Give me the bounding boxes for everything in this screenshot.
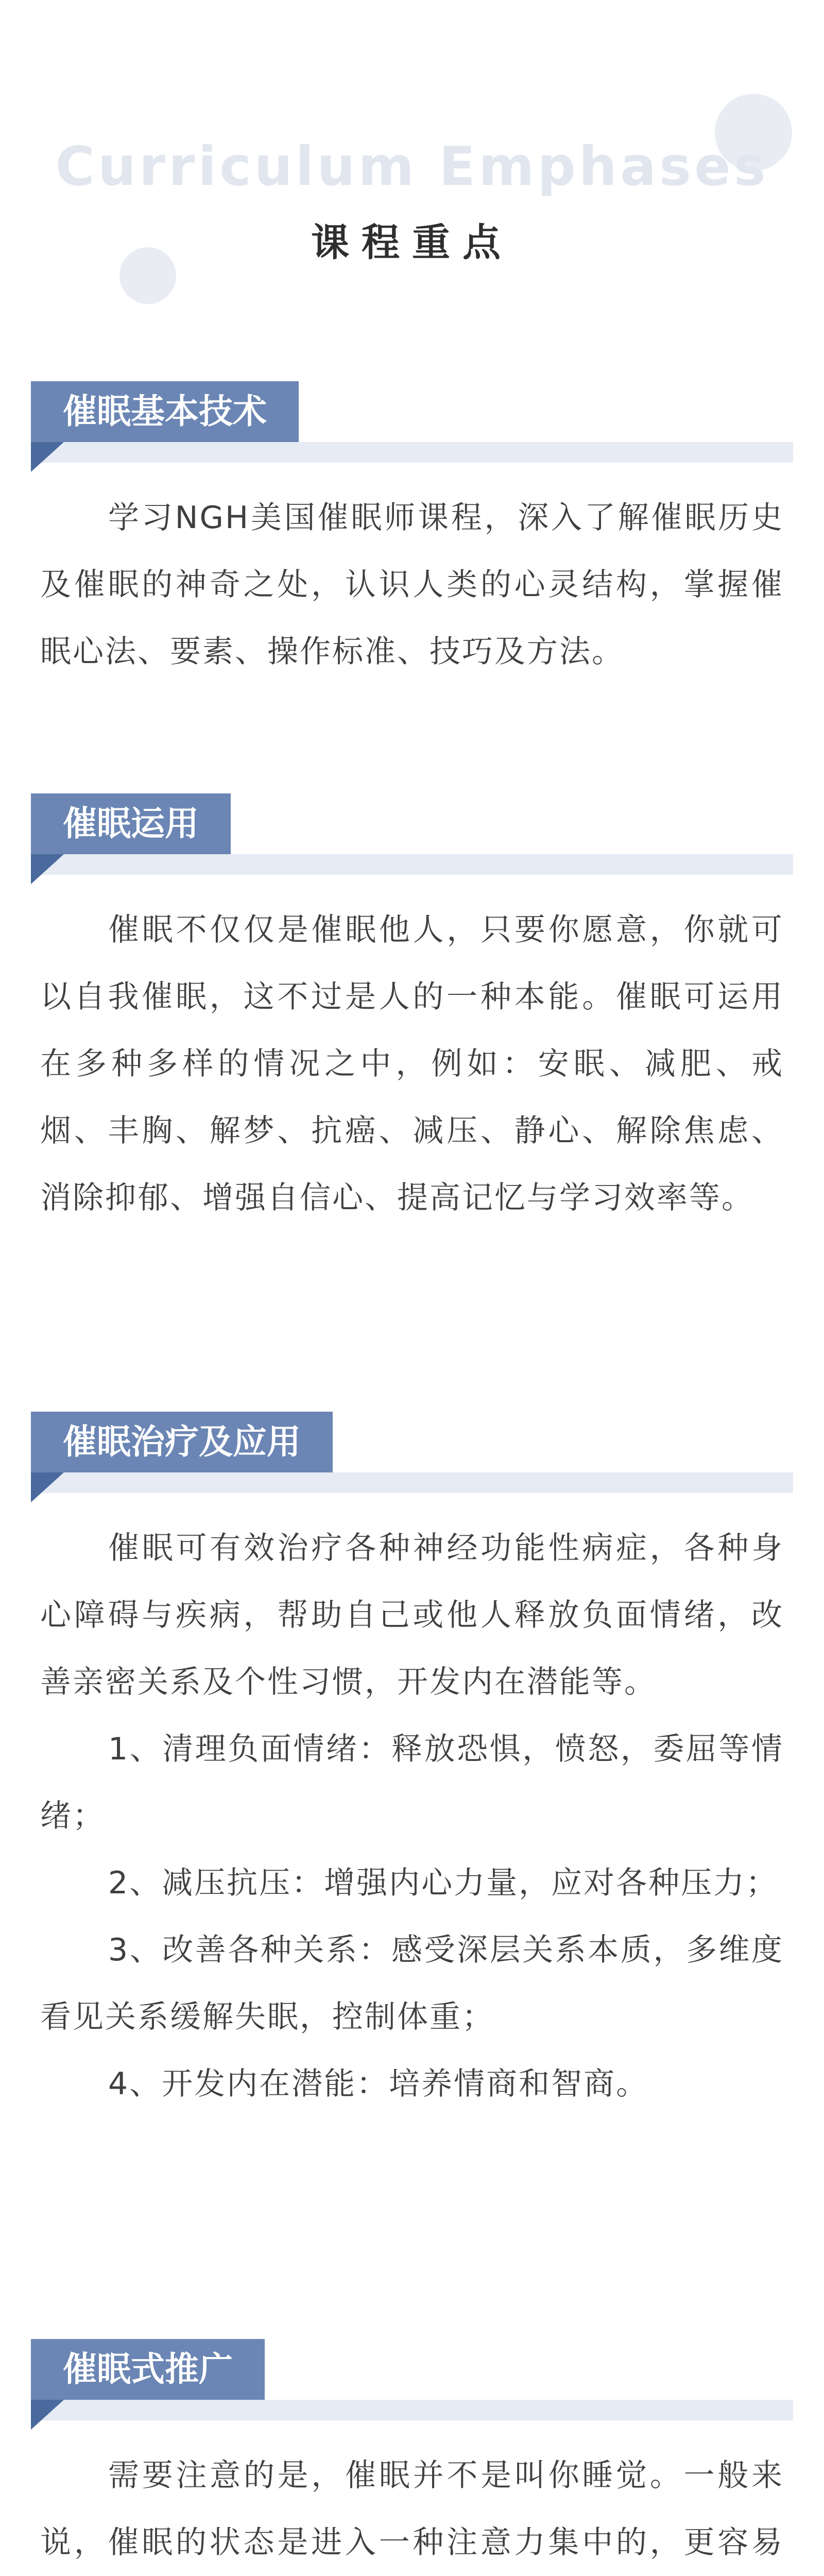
section-promotion [31, 2339, 793, 2576]
section-title: 催眠治疗及应用 [31, 1412, 333, 1472]
section-paragraph: 学习NGH美国催眠师课程，深入了解催眠历史及催眠的神奇之处，认识人类的心灵结构，掌握催眠心法、要素、操作标准、技巧及方法。 [40, 500, 784, 670]
section-title: 催眠运用 [31, 793, 231, 854]
section-paragraph: 催眠不仅仅是催眠他人，只要你愿意，你就可以自我催眠，这不过是人的一种本能。催眠可运用在多种多样的情况之中，例如：安眠、减肥、戒烟、丰胸、解梦、抗癌、减压、静心、解除焦虑、消除抑郁、增强自信心、提高记忆与学习效率等。 [40, 912, 784, 1216]
section-title: 催眠式推广 [31, 2339, 265, 2400]
section-header [31, 381, 793, 484]
section-body [31, 1515, 793, 2117]
title-english: Curriculum Emphases [55, 135, 769, 198]
section-header [31, 2339, 793, 2442]
header [0, 0, 824, 289]
section-corner [31, 854, 64, 884]
list-item: 3、改善各种关系：感受深层关系本质，多维度看见关系缓解失眠，控制体重； [40, 1932, 784, 2035]
section-band [31, 2400, 793, 2420]
list-item: 1、清理负面情绪：释放恐惧，愤怒，委屈等情绪； [40, 1731, 784, 1834]
section-application [31, 793, 793, 1231]
section-therapy [31, 1412, 793, 2117]
section-paragraph: 需要注意的是，催眠并不是叫你睡觉。一般来说，催眠的状态是进入一种注意力集中的，更容易 [40, 2458, 784, 2561]
section-band [31, 1472, 793, 1493]
section-corner [31, 442, 64, 472]
list-item: 2、减压抗压：增强内心力量，应对各种压力； [108, 1865, 779, 1901]
section-corner [31, 1472, 64, 1502]
section-title: 催眠基本技术 [31, 381, 299, 442]
section-band [31, 854, 793, 875]
page-title: 课程重点 [311, 221, 513, 265]
section-band [31, 442, 793, 463]
section-basic-technique [31, 381, 793, 685]
section-paragraph: 催眠可有效治疗各种神经功能性病症，各种身心障碍与疾病，帮助自己或他人释放负面情绪，改善亲密关系及个性习惯，开发内在潜能等。 [40, 1530, 784, 1700]
section-body [31, 2442, 793, 2576]
list-item: 4、开发内在潜能：培养情商和智商。 [108, 2066, 649, 2102]
section-body [31, 896, 793, 1231]
section-corner [31, 2400, 64, 2430]
section-body [31, 484, 793, 685]
section-header [31, 793, 793, 896]
section-header [31, 1412, 793, 1515]
